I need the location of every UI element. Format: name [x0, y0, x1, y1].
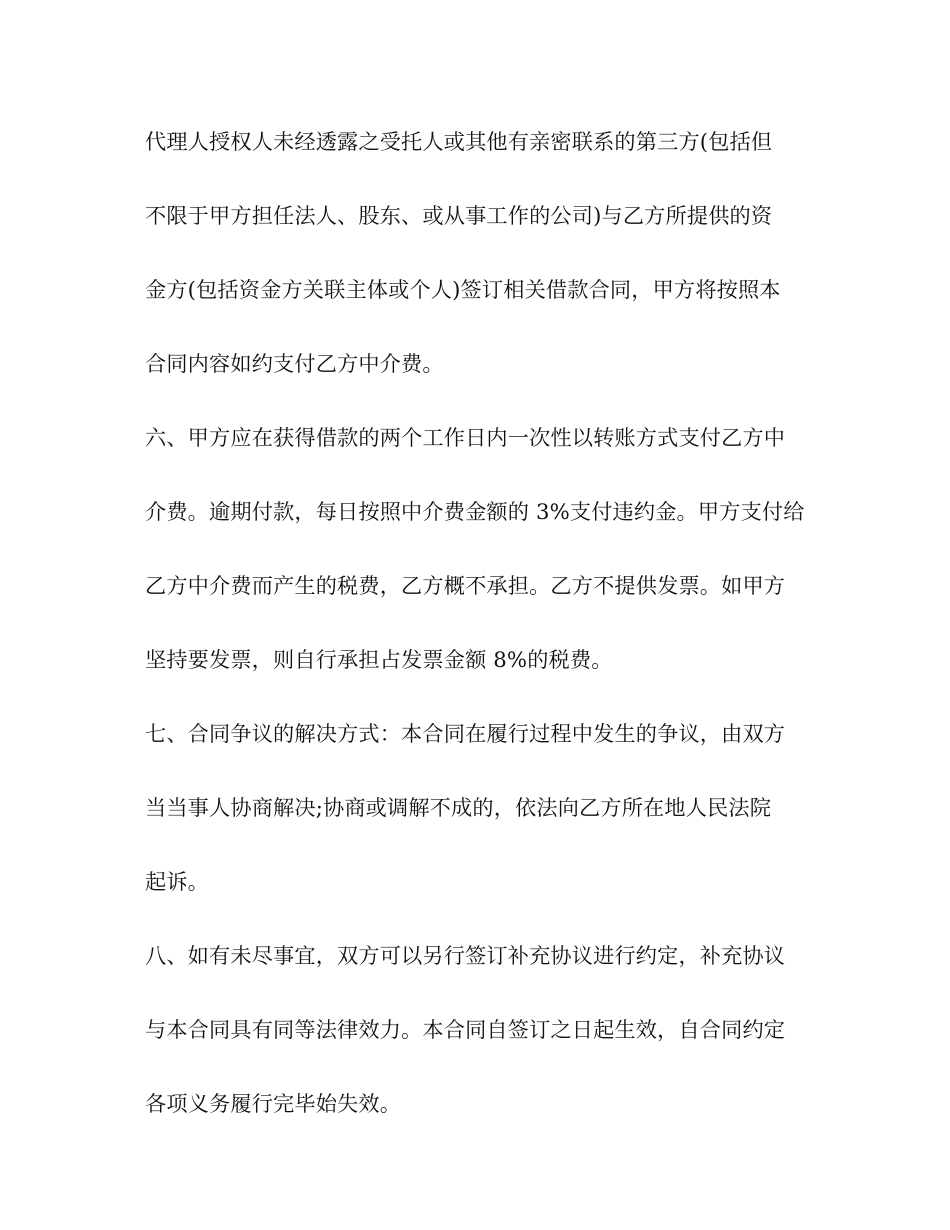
clause-six-line: 六、甲方应在获得借款的两个工作日内一次性以转账方式支付乙方中 — [145, 425, 786, 450]
text-line: 介费。逾期付款，每日按照中介费金额的 3%支付违约金。甲方支付给 — [145, 499, 805, 524]
text-line: 当当事人协商解决;协商或调解不成的，依法向乙方所在地人民法院 — [145, 795, 772, 820]
clause-eight-line: 八、如有未尽事宜，双方可以另行签订补充协议进行约定，补充协议 — [145, 943, 786, 968]
document-body — [145, 120, 815, 1156]
text-line: 起诉。 — [145, 869, 210, 894]
text-line: 代理人授权人未经透露之受托人或其他有亲密联系的第三方(包括但 — [145, 129, 773, 154]
text-line: 合同内容如约支付乙方中介费。 — [145, 351, 444, 376]
text-line: 各项义务履行完毕始失效。 — [145, 1091, 402, 1116]
text-line: 金方(包括资金方关联主体或个人)签订相关借款合同，甲方将按照本 — [145, 277, 781, 302]
text-line: 不限于甲方担任法人、股东、或从事工作的公司)与乙方所提供的资 — [145, 203, 773, 228]
clause-seven-line: 七、合同争议的解决方式：本合同在履行过程中发生的争议，由双方 — [145, 721, 786, 746]
text-line: 乙方中介费而产生的税费，乙方概不承担。乙方不提供发票。如甲方 — [145, 573, 786, 598]
text-line: 与本合同具有同等法律效力。本合同自签订之日起生效，自合同约定 — [145, 1017, 786, 1042]
text-line: 坚持要发票，则自行承担占发票金额 8%的税费。 — [145, 647, 613, 672]
